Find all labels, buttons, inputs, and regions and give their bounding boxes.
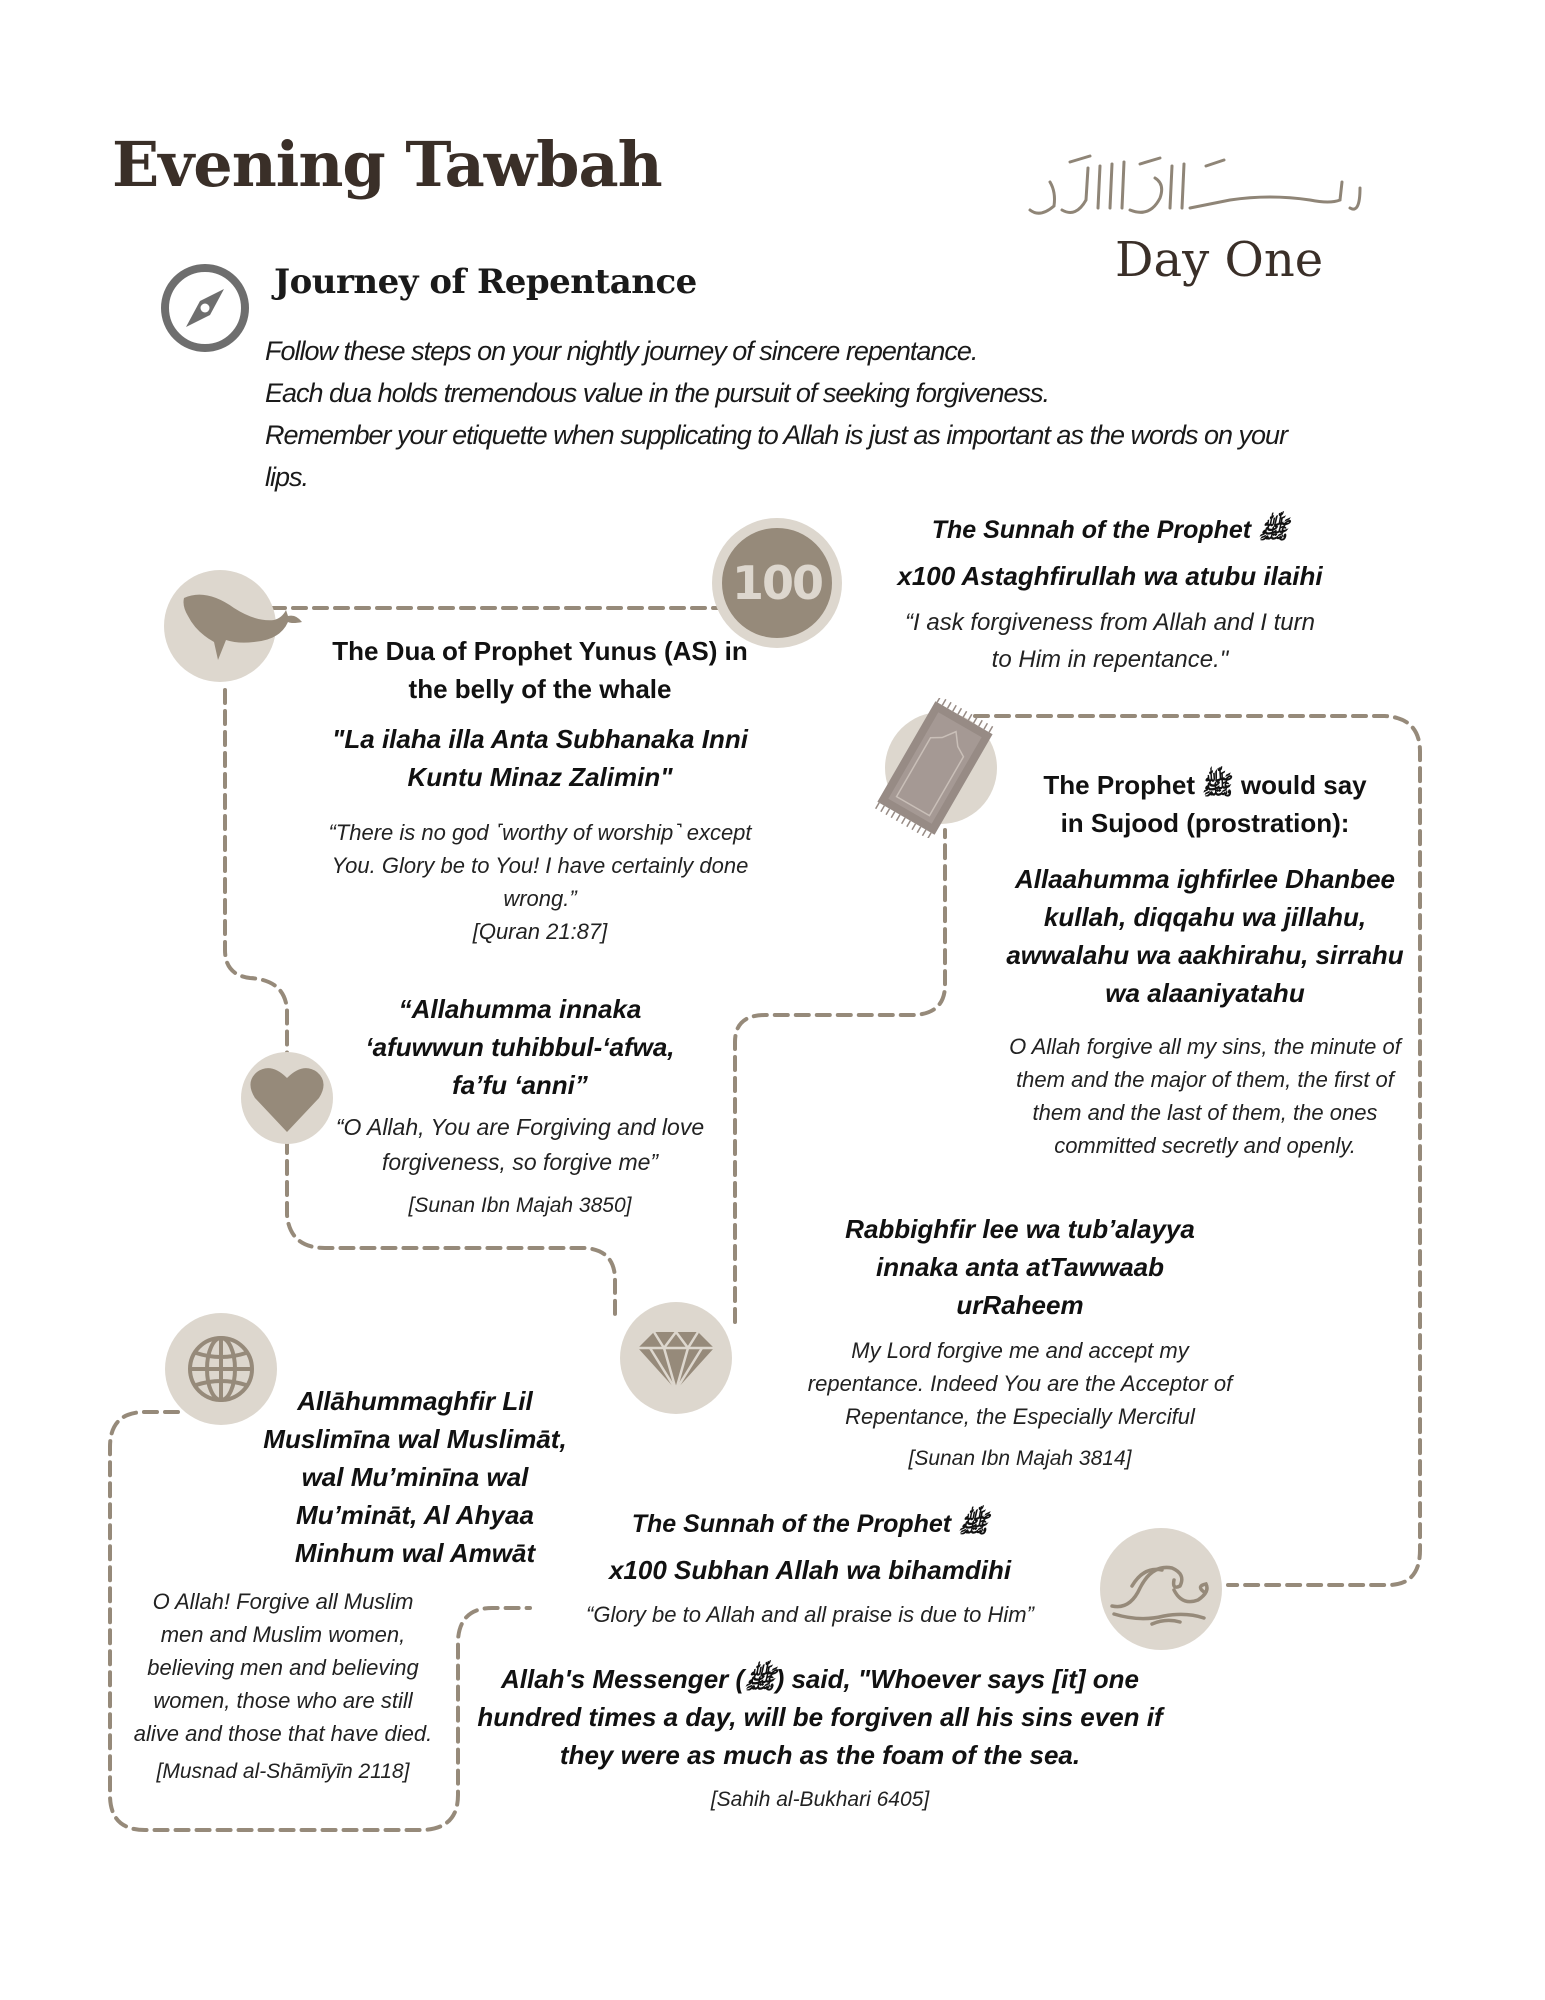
- translation-line: Repentance, the Especially Merciful: [845, 1404, 1195, 1429]
- dua-line: Minhum wal Amwāt: [294, 1538, 536, 1568]
- dua-line: Allāhummaghfir Lil: [297, 1386, 533, 1416]
- page-title: Evening Tawbah: [112, 128, 662, 201]
- step-heading-line: The Dua of Prophet Yunus (AS) in: [332, 636, 748, 666]
- translation-line: You. Glory be to You! I have certainly done: [331, 853, 749, 878]
- badge-100-circle: [712, 518, 842, 648]
- translation-line: O Allah forgive all my sins, the minute of: [1009, 1034, 1401, 1059]
- translation-line: “O Allah, You are Forgiving and love: [335, 1114, 705, 1140]
- translation-line: My Lord forgive me and accept my: [851, 1338, 1189, 1363]
- translation-line: them and the last of them, the ones: [1032, 1100, 1378, 1125]
- hadith-line: they were as much as the foam of the sea.: [559, 1740, 1081, 1770]
- badge-100-icon: 100: [731, 556, 823, 610]
- step-heading: The Sunnah of the Prophet ﷺ: [631, 1510, 989, 1538]
- dua-line: fa’fu ‘anni”: [452, 1070, 588, 1100]
- bismillah-calligraphy: [1010, 148, 1370, 228]
- translation-line: them and the major of them, the first of: [1016, 1067, 1394, 1092]
- intro-line: Remember your etiquette when supplicating to Allah is just as important as the words on your: [265, 420, 1288, 450]
- step-tawwaab: [790, 1210, 1250, 1471]
- step-subhanallah-hadith: [460, 1660, 1180, 1812]
- dua-line: Rabbighfir lee wa tub’alayya: [845, 1214, 1195, 1244]
- dhikr-text: x100 Astaghfirullah wa atubu ilaihi: [897, 561, 1323, 591]
- step-heading-line: The Prophet ﷺ would say: [1043, 770, 1367, 800]
- hadith-line: hundred times a day, will be forgiven all his sins even if: [477, 1702, 1163, 1732]
- translation-line: women, those who are still: [153, 1688, 413, 1713]
- dua-line: ‘afuwwun tuhibbul-‘afwa,: [365, 1032, 675, 1062]
- dua-line: Kuntu Minaz Zalimin": [407, 762, 673, 792]
- compass-icon: [158, 261, 252, 355]
- dua-line: Muslimīna wal Muslimāt,: [263, 1424, 567, 1454]
- reference: [Sahih al-Bukhari 6405]: [710, 1788, 930, 1811]
- dua-line: “Allahumma innaka: [398, 994, 642, 1024]
- step-sujood: [960, 766, 1450, 1162]
- intro-line: Follow these steps on your nightly journey of sincere repentance.: [265, 336, 978, 366]
- step-heading-line: in Sujood (prostration):: [1060, 808, 1350, 838]
- day-label: Day One: [1115, 232, 1324, 288]
- dua-line: Allaahumma ighfirlee Dhanbee: [1015, 864, 1395, 894]
- translation-line: “I ask forgiveness from Allah and I turn: [905, 609, 1315, 636]
- dua-line: kullah, diqqahu wa jillahu,: [1043, 902, 1367, 932]
- step-afw: [310, 990, 730, 1218]
- translation-line: repentance. Indeed You are the Acceptor of: [807, 1371, 1233, 1396]
- dua-line: wa alaaniyatahu: [1105, 978, 1305, 1008]
- intro-line: lips.: [265, 462, 309, 492]
- intro-line: Each dua holds tremendous value in the pursuit of seeking forgiveness.: [265, 378, 1050, 408]
- whale-icon-circle: [164, 570, 276, 682]
- reference: [Sunan Ibn Majah 3814]: [908, 1447, 1132, 1470]
- translation-line: to Him in repentance.": [991, 646, 1229, 673]
- translation-line: committed secretly and openly.: [1054, 1133, 1356, 1158]
- step-subhanallah: [480, 1504, 1140, 1631]
- translation-line: men and Muslim women,: [160, 1622, 406, 1647]
- translation-line: “There is no god ˹worthy of worship˺ except: [328, 820, 752, 845]
- hadith-line: Allah's Messenger (ﷺ) said, "Whoever says [it] one: [501, 1664, 1139, 1694]
- dua-line: awwalahu wa aakhirahu, sirrahu: [1006, 940, 1404, 970]
- step-sunnah-astaghfirullah: [860, 510, 1360, 678]
- step-heading-line: the belly of the whale: [408, 674, 672, 704]
- translation-line: forgiveness, so forgive me”: [381, 1149, 659, 1175]
- step-heading: The Sunnah of the Prophet ﷺ: [931, 516, 1289, 544]
- dua-line: wal Mu’minīna wal: [301, 1462, 529, 1492]
- diamond-icon: [620, 1302, 732, 1414]
- dua-line: urRaheem: [956, 1290, 1084, 1320]
- dua-line: innaka anta atTawwaab: [875, 1252, 1165, 1282]
- intro-text: [265, 330, 1415, 498]
- translation-line: O Allah! Forgive all Muslim: [152, 1589, 414, 1614]
- translation-line: wrong.”: [503, 886, 577, 911]
- dhikr-text: x100 Subhan Allah wa bihamdihi: [608, 1555, 1012, 1585]
- translation-line: believing men and believing: [147, 1655, 419, 1680]
- dua-line: Mu’mināt, Al Ahyaa: [296, 1500, 534, 1530]
- reference: [Sunan Ibn Majah 3850]: [408, 1194, 632, 1217]
- path-whale-to-heart: [225, 690, 287, 1060]
- reference: [Musnad al-Shāmīyīn 2118]: [156, 1760, 410, 1783]
- section-subtitle: Journey of Repentance: [274, 262, 697, 302]
- step-yunus: [290, 632, 790, 949]
- reference: [Quran 21:87]: [472, 919, 608, 944]
- translation-line: alive and those that have died.: [133, 1721, 433, 1746]
- step-ummah-translation: [118, 1585, 448, 1784]
- translation: “Glory be to Allah and all praise is due to Him”: [586, 1602, 1034, 1627]
- dua-line: "La ilaha illa Anta Subhanaka Inni: [332, 724, 748, 754]
- diamond-icon-circle: [620, 1302, 732, 1414]
